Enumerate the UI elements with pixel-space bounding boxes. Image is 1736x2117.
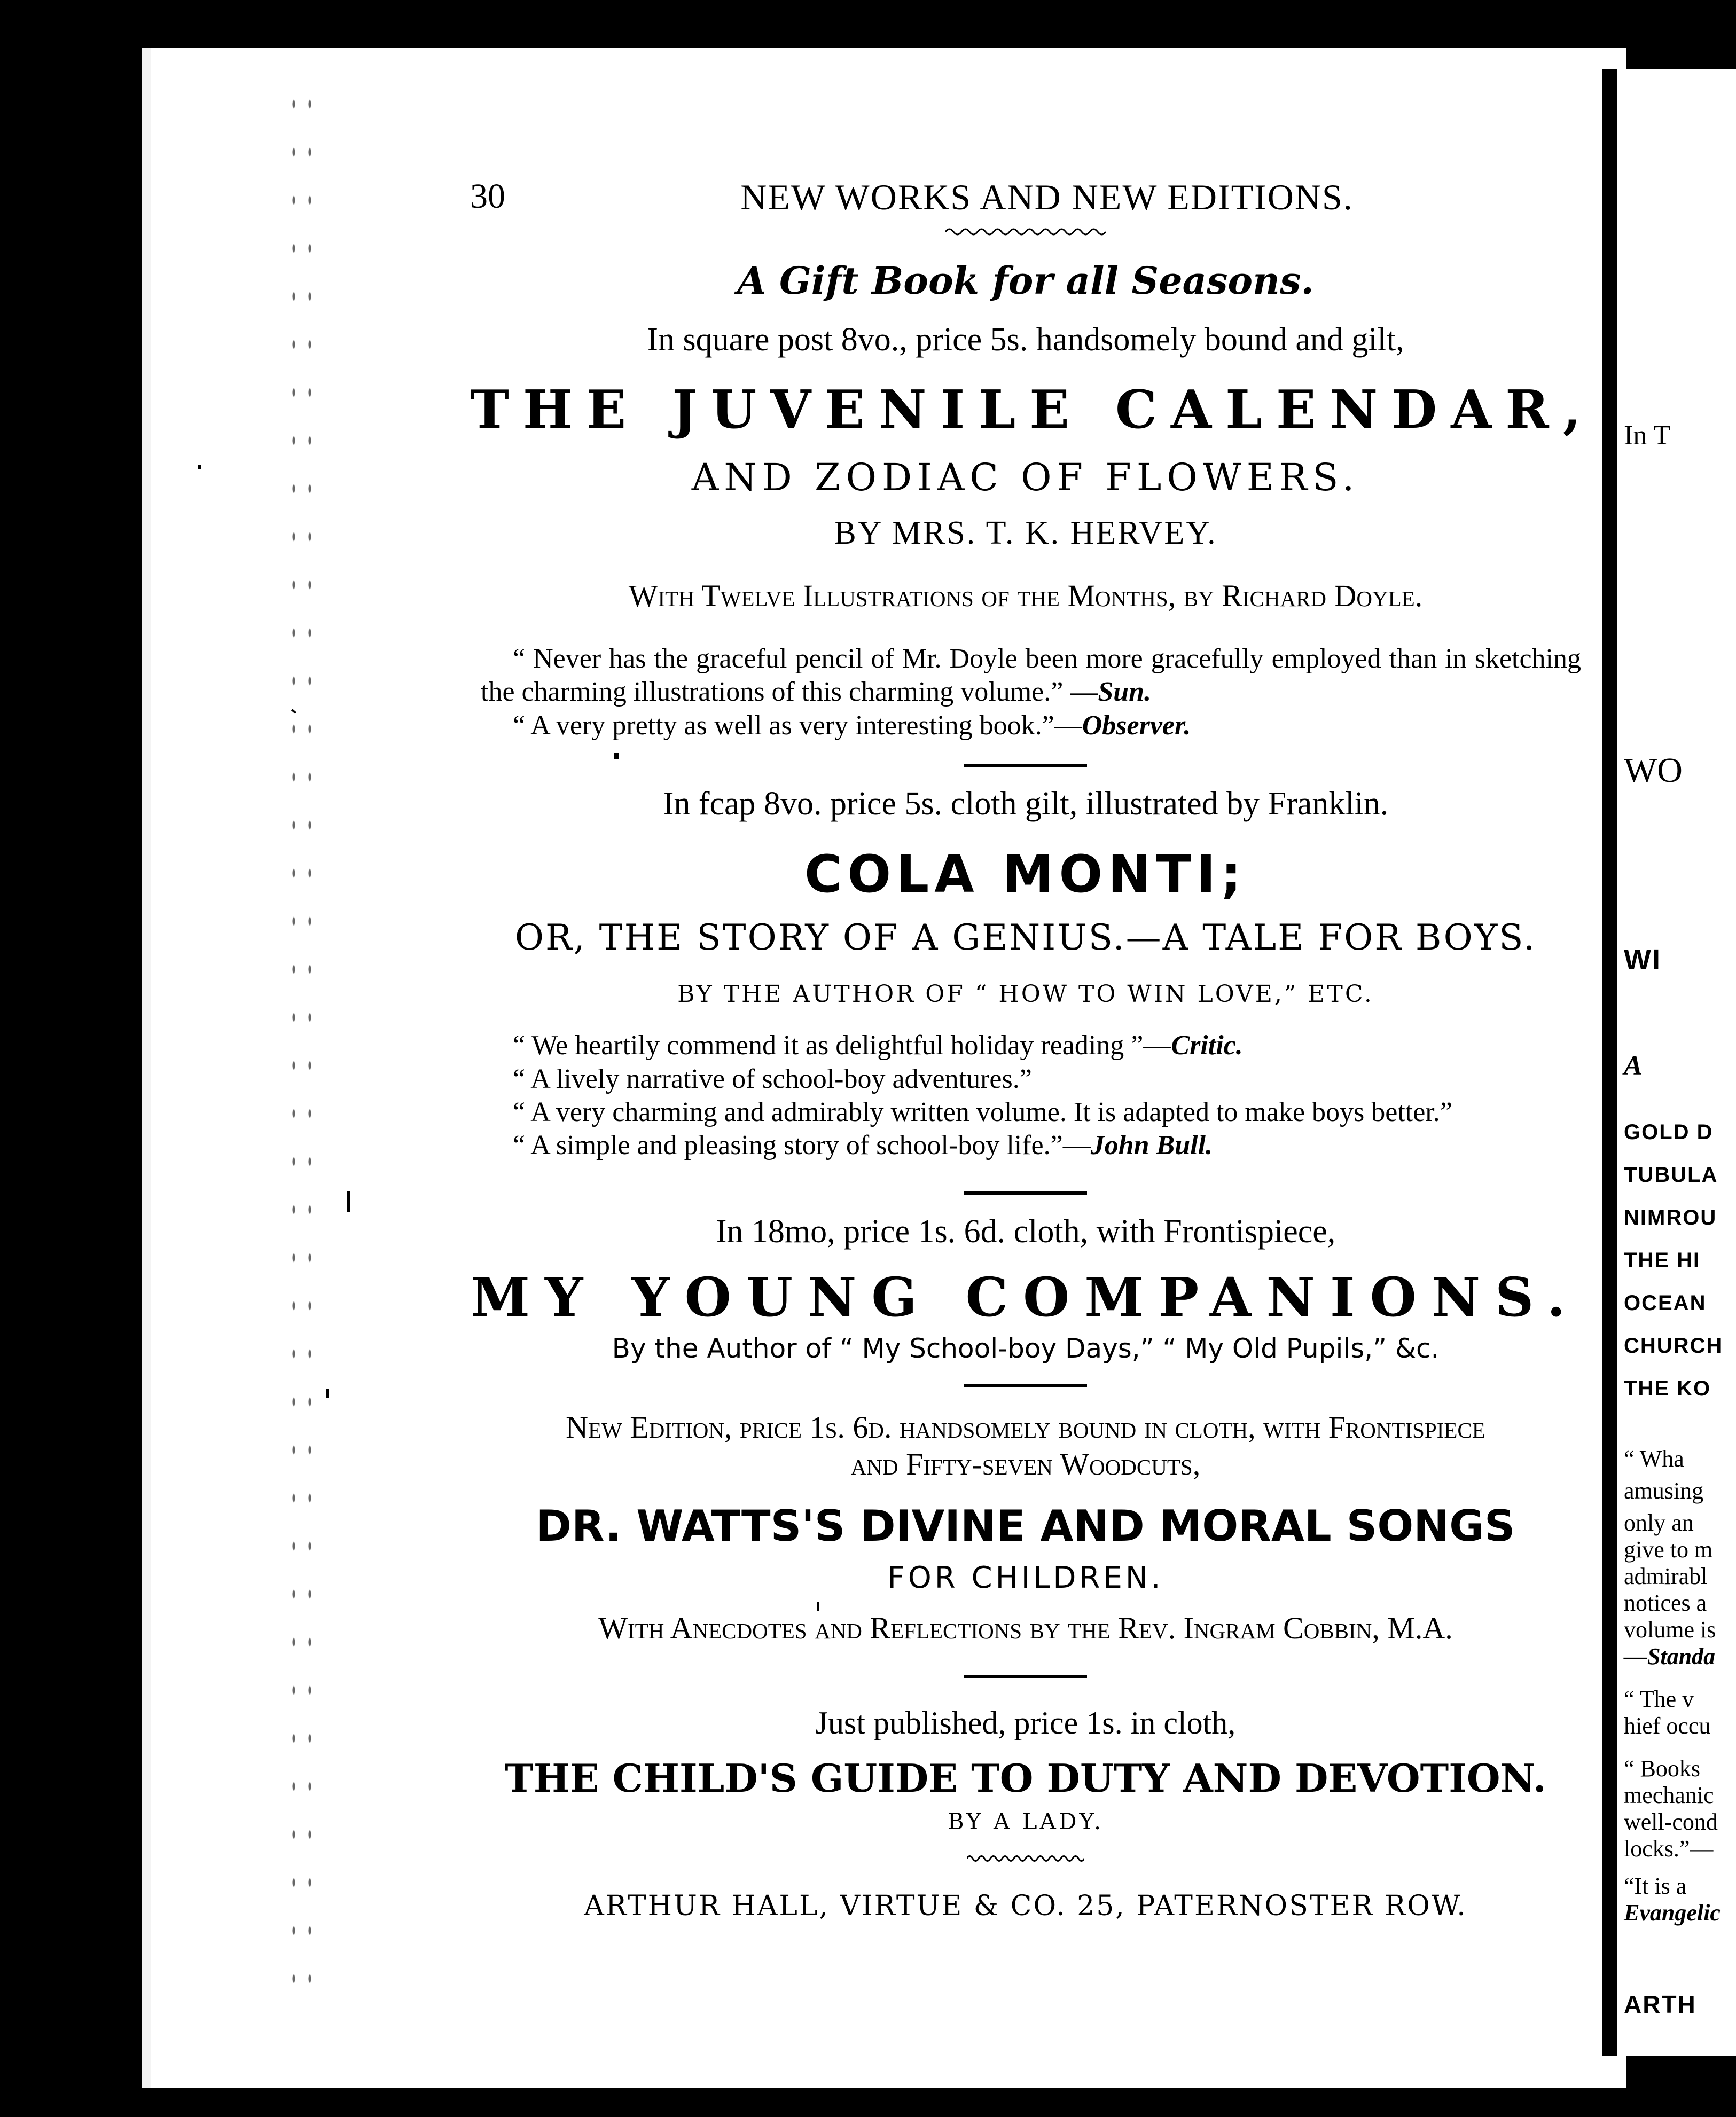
wavy-divider-ornament: [967, 1854, 1084, 1863]
adjacent-list-item: NIMROU: [1624, 1206, 1717, 1229]
adjacent-quote-line: locks.”—: [1624, 1836, 1714, 1862]
review-quotes: [470, 1029, 1581, 1163]
wavy-divider-ornament: [945, 226, 1106, 237]
ad-intro: In 18mo, price 1s. 6d. cloth, with Frontispiece,: [715, 1213, 1336, 1250]
scan-speck: [614, 753, 619, 759]
adjacent-quote-line: only an: [1624, 1510, 1694, 1536]
review-quote: “ A very pretty as well as very interesting book.”—Observer.: [513, 710, 1191, 741]
adjacent-line: WO: [1624, 751, 1683, 790]
book-subtitle: By the Author of “ My School-boy Days,” “ My Old Pupils,” &c.: [612, 1332, 1440, 1364]
quote-source: Observer.: [1082, 710, 1191, 741]
adjacent-quote-line: well-cond: [1624, 1809, 1718, 1835]
adjacent-quote-line: “ The v: [1624, 1686, 1694, 1712]
book-title-my-young-companions: MY YOUNG COMPANIONS.: [471, 1265, 1581, 1329]
adjacent-quote-line: “ Books: [1624, 1755, 1700, 1782]
book-spine-shadow: [1602, 69, 1617, 2056]
quote-source: John Bull.: [1090, 1130, 1213, 1161]
book-title-childs-guide: THE CHILD'S GUIDE TO DUTY AND DEVOTION.: [505, 1755, 1546, 1801]
adjacent-quote-line: Evangelic: [1624, 1900, 1721, 1926]
book-author: BY A LADY.: [947, 1808, 1104, 1834]
scan-speck: [198, 465, 201, 469]
adjacent-list-item: TUBULA: [1624, 1163, 1718, 1187]
illustrations-line: With Twelve Illustrations of the Months, by Richard Doyle.: [628, 578, 1423, 613]
ad-intro: New Edition, price 1s. 6d. handsomely bound in cloth, with Frontispiece and Fifty-seven Woodcuts,: [566, 1409, 1485, 1482]
running-head-title: NEW WORKS AND NEW EDITIONS.: [740, 177, 1354, 217]
adjacent-quote-line: “It is a: [1624, 1873, 1687, 1899]
adjacent-quote-line: give to m: [1624, 1536, 1713, 1563]
book-title-juvenile-calendar: THE JUVENILE CALENDAR,: [470, 379, 1595, 441]
review-quote: “ We heartily commend it as delightful holiday reading ”—Critic.: [513, 1030, 1243, 1061]
adjacent-line: A: [1624, 1050, 1643, 1081]
adjacent-list-item: THE KO: [1624, 1377, 1711, 1400]
scan-top-border: [0, 0, 1736, 21]
scan-speck: [817, 1602, 819, 1611]
adjacent-list-item: CHURCH: [1624, 1334, 1723, 1358]
review-quote: “ Never has the graceful pencil of Mr. Doyle been more gracefully employed than in sketching the charming illustrations of this charming volume.” —Sun.: [481, 644, 1581, 708]
scan-speck: [347, 1191, 350, 1212]
review-quote: “ A simple and pleasing story of school-boy life.”—John Bull.: [513, 1130, 1213, 1161]
quote-source: Critic.: [1171, 1030, 1243, 1061]
book-subtitle: OR, THE STORY OF A GENIUS.—A TALE FOR BOYS.: [514, 917, 1537, 959]
scan-edge-noise: [286, 80, 318, 2003]
page-content: [470, 128, 1595, 1922]
adjacent-footer: ARTH: [1624, 1990, 1696, 2018]
adjacent-quote-line: notices a: [1624, 1590, 1707, 1616]
scan-speck: [326, 1389, 329, 1398]
running-head: [470, 176, 1581, 224]
review-quote: “ A very charming and admirably written volume. It is adapted to make boys better.”: [513, 1096, 1452, 1127]
book-subtitle: FOR CHILDREN.: [887, 1560, 1164, 1595]
anecdotes-line: With Anecdotes and Reflections by the Rev. Ingram Cobbin, M.A.: [598, 1610, 1453, 1645]
adjacent-quote-line: volume is: [1624, 1617, 1716, 1643]
review-quote: “ A lively narrative of school-boy adventures.”: [513, 1063, 1032, 1094]
book-title-watts-songs: DR. WATTS'S DIVINE AND MORAL SONGS: [536, 1501, 1515, 1551]
adjacent-list-item: OCEAN: [1624, 1291, 1707, 1315]
book-author: BY MRS. T. K. HERVEY.: [834, 515, 1217, 551]
adjacent-line: In T: [1624, 420, 1671, 451]
adjacent-quote-line: hief occu: [1624, 1713, 1711, 1739]
quote-source: Sun.: [1098, 677, 1152, 708]
adjacent-list-item: THE HI: [1624, 1249, 1701, 1272]
page-number: 30: [470, 177, 505, 216]
book-subtitle: AND ZODIAC OF FLOWERS.: [691, 456, 1360, 499]
section-divider: [964, 1675, 1087, 1678]
adjacent-quote-line: amusing: [1624, 1478, 1704, 1504]
ad-intro: Just published, price 1s. in cloth,: [815, 1705, 1236, 1740]
publisher-imprint: ARTHUR HALL, VIRTUE & CO. 25, PATERNOSTER ROW.: [584, 1889, 1467, 1922]
review-quotes: [470, 642, 1581, 742]
adjacent-page-fragment: [1602, 69, 1736, 2056]
ad-intro: In square post 8vo., price 5s. handsomely bound and gilt,: [647, 322, 1404, 358]
section-divider: [964, 764, 1087, 767]
section-divider: [964, 1384, 1087, 1387]
section-divider: [964, 1191, 1087, 1195]
adjacent-quote-line: admirabl: [1624, 1563, 1708, 1589]
book-author: BY THE AUTHOR OF “ HOW TO WIN LOVE,” ETC.: [677, 981, 1374, 1008]
adjacent-quote-line: “ Wha: [1624, 1446, 1684, 1472]
ad-intro: In fcap 8vo. price 5s. cloth gilt, illustrated by Franklin.: [662, 786, 1389, 822]
gift-book-heading: A Gift Book for all Seasons.: [737, 258, 1314, 303]
adjacent-quote-line: —Standa: [1624, 1643, 1716, 1669]
adjacent-list-item: GOLD D: [1624, 1120, 1714, 1144]
book-title-cola-monti: COLA MONTI;: [804, 844, 1247, 905]
adjacent-quote-line: mechanic: [1624, 1782, 1714, 1808]
adjacent-line: WI: [1624, 944, 1661, 976]
